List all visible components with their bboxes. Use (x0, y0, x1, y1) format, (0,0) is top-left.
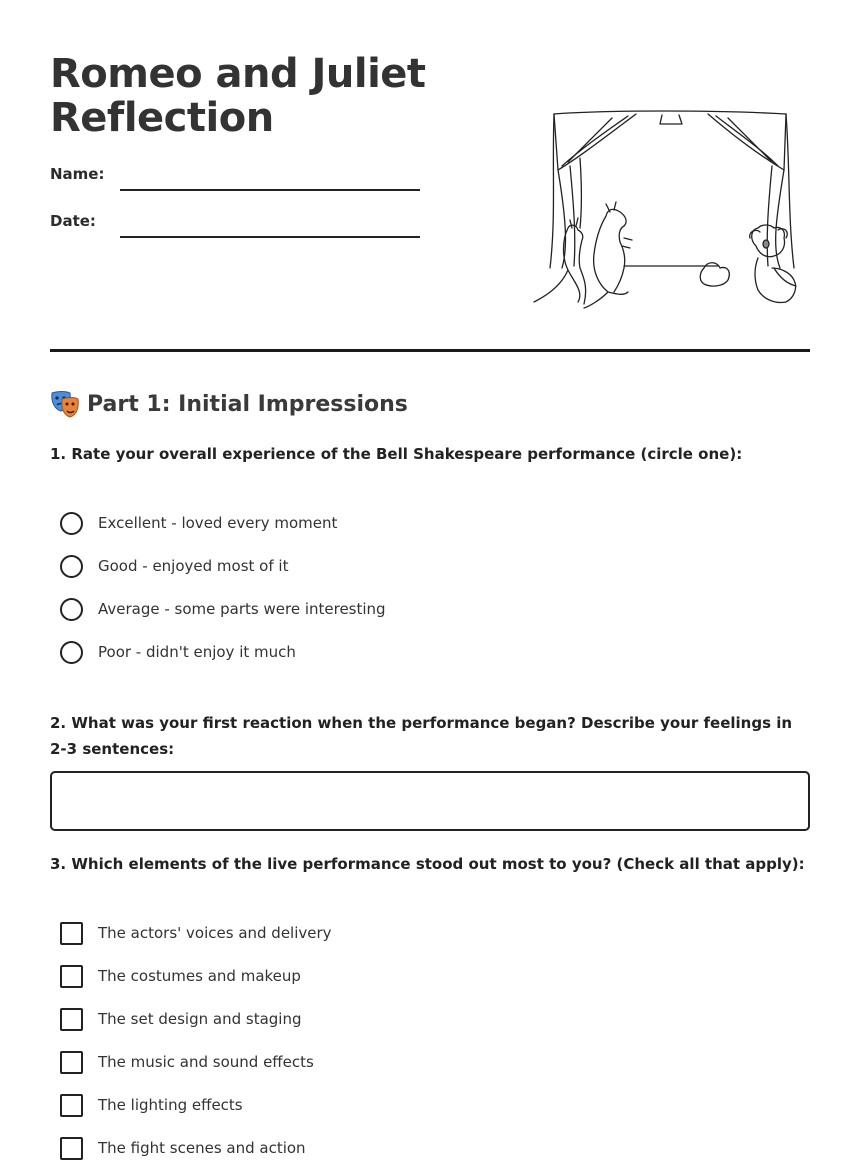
q1-option-label: Average - some parts were interesting (98, 600, 386, 618)
name-label: Name: (50, 165, 105, 183)
q3-option-label: The music and sound effects (98, 1053, 314, 1071)
q3-option-label: The actors' voices and delivery (98, 924, 332, 942)
page-title: Romeo and Juliet Reflection (50, 51, 426, 141)
theater-stage-illustration (528, 108, 802, 318)
radio-circle[interactable] (60, 555, 83, 578)
name-field-row (50, 165, 420, 195)
radio-circle[interactable] (60, 512, 83, 535)
q1-option-label: Good - enjoyed most of it (98, 557, 289, 575)
q3-option-2[interactable] (60, 963, 301, 989)
q3-option-6[interactable] (60, 1135, 306, 1161)
q1-option-1[interactable] (60, 510, 337, 536)
question-1: 1. Rate your overall experience of the Bell Shakespeare performance (circle one): (50, 445, 743, 463)
question-3: 3. Which elements of the live performance stood out most to you? (Check all that apply): (50, 855, 805, 873)
question-2: 2. What was your first reaction when the performance began? Describe your feelings in 2-3 sentences: (50, 714, 793, 758)
q1-option-label: Poor - didn't enjoy it much (98, 643, 296, 661)
date-input[interactable] (120, 212, 420, 236)
q3-option-5[interactable] (60, 1092, 243, 1118)
name-input[interactable] (120, 165, 420, 189)
q3-option-label: The costumes and makeup (98, 967, 301, 985)
q3-option-4[interactable] (60, 1049, 314, 1075)
checkbox[interactable] (60, 965, 83, 988)
checkbox[interactable] (60, 1094, 83, 1117)
part1-heading-text: Part 1: Initial Impressions (87, 391, 408, 417)
radio-circle[interactable] (60, 598, 83, 621)
checkbox[interactable] (60, 1008, 83, 1031)
date-field-row (50, 212, 420, 242)
checkbox[interactable] (60, 1051, 83, 1074)
q3-option-label: The fight scenes and action (98, 1139, 306, 1157)
q1-option-3[interactable] (60, 596, 386, 622)
part1-heading (50, 388, 408, 420)
q3-option-1[interactable] (60, 920, 332, 946)
q3-option-label: The set design and staging (98, 1010, 302, 1028)
name-line (120, 189, 420, 191)
section-divider (50, 349, 810, 352)
theater-masks-icon (50, 389, 80, 419)
date-line (120, 236, 420, 238)
checkbox[interactable] (60, 1137, 83, 1160)
q2-answer-box[interactable] (50, 771, 810, 831)
radio-circle[interactable] (60, 641, 83, 664)
q3-option-3[interactable] (60, 1006, 301, 1032)
q1-option-2[interactable] (60, 553, 288, 579)
q1-option-label: Excellent - loved every moment (98, 514, 338, 532)
date-label: Date: (50, 212, 96, 230)
q3-option-label: The lighting effects (98, 1096, 243, 1114)
checkbox[interactable] (60, 922, 83, 945)
q1-option-4[interactable] (60, 639, 296, 665)
